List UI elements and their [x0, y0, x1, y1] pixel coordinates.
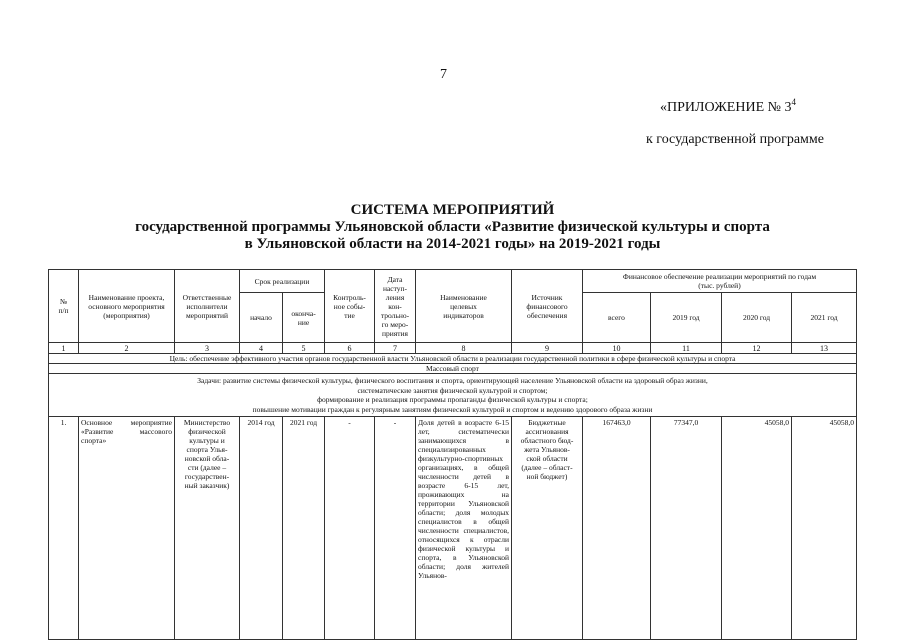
- header-period: Срок реализации: [240, 270, 325, 293]
- section-title: Массовый спорт: [49, 364, 857, 374]
- table-row: [49, 417, 857, 640]
- row-total: 167463,0: [583, 417, 651, 640]
- title-line-1: СИСТЕМА МЕРОПРИЯТИЙ: [350, 202, 555, 218]
- header-end: оконча- ние: [283, 293, 325, 343]
- appendix-superscript: 4: [791, 97, 796, 107]
- header-name: Наименование проекта, основного мероприятия (мероприятия): [79, 270, 175, 343]
- header-total: всего: [583, 293, 651, 343]
- goal-row: [49, 354, 857, 364]
- header-num: № п/п: [49, 270, 79, 343]
- header-2020: 2020 год: [722, 293, 792, 343]
- goal-text: Цель: обеспечение эффективного участия органов государственной власти Ульяновской области в реализации государственной политики в сфере физической культуры и спорта: [49, 354, 857, 364]
- events-table: [48, 269, 857, 640]
- appendix-text: «ПРИЛОЖЕНИЕ № 3: [660, 100, 792, 115]
- document-title: [0, 202, 905, 253]
- row-2021: 45058,0: [792, 417, 857, 640]
- page-number: 7: [440, 67, 447, 82]
- header-2021: 2021 год: [792, 293, 857, 343]
- header-control-date: Дата наступ- ления кон- трольно- го меро- приятия: [375, 270, 416, 343]
- row-start: 2014 год: [240, 417, 283, 640]
- column-number: 13: [792, 343, 857, 354]
- column-number: 1: [49, 343, 79, 354]
- row-control-date: -: [375, 417, 416, 640]
- header-start: начало: [240, 293, 283, 343]
- row-indicators: Доля детей в возрасте 6-15 лет, систематически занимающихся в специализированных физкультурно-спортивных организациях, в общей численности детей в возрасте 6-15 лет, проживающих на территории Ульяновской области; доля молодых специалистов в общей численности специалистов, относящихся к отрасли физической культуры и спорта, в Ульяновской области; доля жителей Ульянов-: [416, 417, 512, 640]
- row-name: Основное мероприятие «Развитие массового спорта»: [79, 417, 175, 640]
- row-num: 1.: [49, 417, 79, 640]
- header-executor: Ответственные исполнители мероприятий: [175, 270, 240, 343]
- column-number: 10: [583, 343, 651, 354]
- column-number: 5: [283, 343, 325, 354]
- row-2019: 77347,0: [651, 417, 722, 640]
- row-end: 2021 год: [283, 417, 325, 640]
- column-number: 7: [375, 343, 416, 354]
- section-row: [49, 364, 857, 374]
- title-line-2: государственной программы Ульяновской области «Развитие физической культуры и спорта: [135, 219, 770, 235]
- row-control: -: [325, 417, 375, 640]
- row-executor: Министерство физической культуры и спорта Улья- новской обла- сти (далее – государствен- ный заказчик): [175, 417, 240, 640]
- header-2019: 2019 год: [651, 293, 722, 343]
- header-indicators: Наименование целевых индикаторов: [416, 270, 512, 343]
- row-source: Бюджетные ассигнования областного бюд- жета Ульянов- ской области (далее – област- ной бюджет): [512, 417, 583, 640]
- title-line-3: в Ульяновской области на 2014-2021 годы» на 2019-2021 годы: [244, 236, 661, 252]
- column-number: 6: [325, 343, 375, 354]
- column-number: 12: [722, 343, 792, 354]
- header-finance: Финансовое обеспечение реализации мероприятий по годам (тыс. рублей): [583, 270, 857, 293]
- appendix-label: [660, 97, 796, 116]
- header-row-1: [49, 270, 857, 293]
- tasks-row: [49, 374, 857, 417]
- column-number: 11: [651, 343, 722, 354]
- header-control: Контроль- ное собы- тие: [325, 270, 375, 343]
- column-number: 2: [79, 343, 175, 354]
- column-number: 9: [512, 343, 583, 354]
- tasks-text: Задачи: развитие системы физической культуры, физического воспитания и спорта, ориентирующей население Ульяновской области на здоровый образ жизни, систематические занятия физической культурой и спортом; формирование и реализация программы пропаганды физической культуры и спорта; повышение мотивации граждан к регулярным занятиям физической культурой и спортом и ведению здорового образа жизни: [49, 374, 857, 417]
- program-reference: к государственной программе: [646, 132, 824, 147]
- header-source: Источник финансового обеспечения: [512, 270, 583, 343]
- column-number-row: [49, 343, 857, 354]
- column-number: 3: [175, 343, 240, 354]
- column-number: 8: [416, 343, 512, 354]
- column-number: 4: [240, 343, 283, 354]
- row-2020: 45058,0: [722, 417, 792, 640]
